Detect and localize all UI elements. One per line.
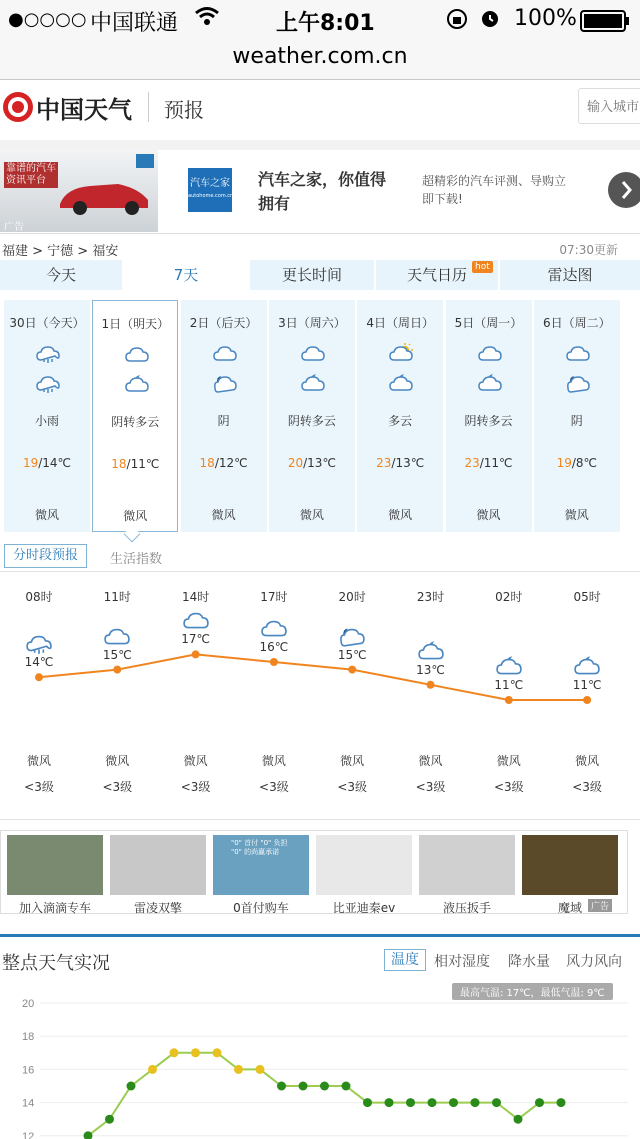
- logo-icon[interactable]: [2, 88, 34, 126]
- hour-column: [4, 572, 74, 812]
- hour-wind-level: <3级: [337, 780, 368, 794]
- series-line: [88, 1053, 561, 1136]
- autohome-logo: [188, 168, 232, 212]
- day-card[interactable]: [534, 300, 620, 532]
- hour-time: 02时: [495, 590, 523, 604]
- hour-wind: 微风: [575, 754, 600, 768]
- hour-time: 08时: [25, 590, 53, 604]
- day-high-temp: 19: [22, 456, 39, 470]
- day-low-temp: /11℃: [126, 457, 160, 471]
- data-point[interactable]: [234, 1065, 243, 1074]
- data-point[interactable]: [256, 1065, 265, 1074]
- obs-tab-wind[interactable]: 风力风向: [566, 954, 622, 970]
- ad-item[interactable]: [213, 835, 309, 913]
- ad-image: [110, 835, 206, 895]
- hour-column: [552, 572, 622, 812]
- alarm-icon: [479, 7, 501, 35]
- ad-item[interactable]: [316, 835, 412, 913]
- ads-row: [0, 830, 628, 914]
- day-high-temp: 23: [376, 456, 392, 470]
- ad-image: [522, 835, 618, 895]
- hour-wind: 微风: [340, 754, 365, 768]
- ad-next-button[interactable]: [608, 172, 640, 208]
- day-date: 4日（周日）: [366, 316, 434, 330]
- ad-item[interactable]: [7, 835, 103, 913]
- obs-tab-temp[interactable]: 温度: [384, 949, 426, 971]
- day-temp: [446, 456, 532, 470]
- data-point[interactable]: [105, 1115, 114, 1124]
- y-tick-label: 16: [22, 1064, 35, 1077]
- hour-wind-level: <3级: [24, 780, 54, 794]
- y-tick-label: 20: [22, 998, 35, 1010]
- day-temp: [357, 456, 443, 470]
- tab-life-index[interactable]: 生活指数: [110, 552, 163, 567]
- day-weather: 阴: [217, 414, 230, 428]
- data-point[interactable]: [148, 1065, 157, 1074]
- day-date: 1日（明天）: [101, 317, 170, 331]
- hour-time: 20时: [338, 590, 366, 604]
- day-temp: [269, 456, 355, 470]
- hour-time: 05时: [573, 590, 601, 604]
- ad-left-text: 靠谱的汽车 资讯平台: [6, 163, 56, 186]
- day-temp: [93, 457, 177, 471]
- ad-caption: 雷凌双擎: [133, 901, 182, 915]
- day-card[interactable]: [181, 300, 267, 532]
- day-high-temp: 19: [556, 456, 572, 470]
- day-date: 6日（周二）: [542, 316, 611, 330]
- tab-longer[interactable]: 更长时间: [250, 260, 376, 290]
- detail-tabs: [0, 540, 640, 572]
- data-point[interactable]: [320, 1082, 329, 1091]
- hour-wind-level: <3级: [572, 780, 602, 794]
- hour-temp: 11℃: [494, 678, 524, 692]
- rain-icon: [35, 342, 61, 364]
- data-point[interactable]: [449, 1098, 458, 1107]
- data-point[interactable]: [471, 1098, 480, 1107]
- day-low-temp: /8℃: [571, 456, 598, 470]
- day-wind: 微风: [564, 508, 589, 522]
- tab-today[interactable]: 今天: [0, 260, 124, 290]
- city-search-input[interactable]: [578, 88, 640, 124]
- day-card[interactable]: [269, 300, 355, 532]
- ad-item[interactable]: [522, 835, 618, 913]
- cloudy-icon: [124, 343, 150, 365]
- day-low-temp: /12℃: [214, 456, 248, 470]
- day-high-temp: 23: [464, 456, 480, 470]
- seven-day-forecast: [0, 296, 640, 536]
- day-high-temp: 20: [287, 456, 304, 470]
- data-point[interactable]: [535, 1098, 544, 1107]
- clock: 上午8:01: [276, 11, 375, 36]
- data-point[interactable]: [406, 1098, 415, 1107]
- hour-temp: 14℃: [24, 655, 54, 670]
- page-section: 预报: [164, 98, 204, 122]
- day-date: 5日（周一）: [454, 316, 523, 330]
- chevron-right-icon: [608, 172, 640, 208]
- data-point[interactable]: [191, 1048, 200, 1057]
- rain-icon: [35, 372, 61, 394]
- cloudy-night-icon: [565, 372, 591, 394]
- day-wind: 微风: [123, 509, 148, 523]
- hour-wind: 微风: [261, 754, 286, 768]
- data-point[interactable]: [342, 1082, 351, 1091]
- partly-cloudy-night-icon: [496, 654, 522, 678]
- hour-wind: 微风: [183, 754, 208, 768]
- hour-wind: 微风: [105, 754, 130, 768]
- data-point[interactable]: [170, 1048, 179, 1057]
- hour-wind-level: <3级: [180, 780, 211, 794]
- day-wind: 微风: [299, 508, 324, 522]
- url-text: weather.com.cn: [232, 44, 408, 69]
- day-high-temp: 18: [111, 457, 127, 471]
- day-low-temp: /11℃: [479, 456, 513, 470]
- hour-wind: 微风: [26, 754, 51, 768]
- hour-wind-level: <3级: [259, 780, 289, 794]
- site-header: [0, 80, 640, 140]
- data-point[interactable]: [385, 1098, 394, 1107]
- hour-wind-level: <3级: [102, 780, 133, 794]
- hour-column: [239, 572, 309, 812]
- autohome-logo-sub: autohome.com.cn: [188, 193, 234, 199]
- day-temp: [534, 456, 620, 470]
- day-temp: [4, 456, 90, 470]
- logo-text[interactable]: 中国天气: [36, 95, 132, 124]
- hour-time: 11时: [103, 590, 131, 604]
- hour-temp: 15℃: [102, 647, 132, 662]
- hour-column: [474, 572, 544, 812]
- cloudy-icon: [212, 342, 238, 364]
- partly-cloudy-night-icon: [477, 372, 503, 394]
- observation-title: 整点天气实况: [2, 953, 110, 974]
- cloudy-icon: [104, 624, 130, 648]
- signal-strength: ●○○○○: [8, 9, 87, 30]
- day-weather: 阴转多云: [111, 415, 160, 429]
- ad-label: 广告: [588, 899, 612, 912]
- ad-image: [7, 835, 103, 895]
- hour-wind: 微风: [418, 754, 443, 768]
- ad-overlay-text: "0" 首付 "0" 负担 "0" 的尚赢承诺: [231, 839, 288, 856]
- ad-caption: 加入滴滴专车: [18, 901, 91, 915]
- cloudy-icon: [261, 616, 287, 640]
- data-point[interactable]: [428, 1098, 437, 1107]
- data-point[interactable]: [557, 1098, 566, 1107]
- day-high-temp: 18: [199, 456, 215, 470]
- hot-badge: hot: [472, 261, 493, 273]
- update-time: 07:30更新: [559, 243, 618, 257]
- url-bar[interactable]: [0, 42, 640, 80]
- breadcrumb: [0, 238, 640, 260]
- ad-label: 广告: [4, 222, 24, 233]
- cloudy-night-icon: [339, 624, 365, 648]
- tab-radar[interactable]: 雷达图: [547, 266, 593, 284]
- hour-temp: 11℃: [572, 678, 602, 692]
- day-card[interactable]: [92, 300, 178, 532]
- hourly-observation: [0, 934, 640, 1139]
- data-point[interactable]: [277, 1082, 286, 1091]
- day-date: 30日（今天）: [9, 316, 85, 330]
- day-wind: 微风: [34, 508, 59, 522]
- day-weather: 小雨: [34, 414, 59, 428]
- data-point[interactable]: [127, 1082, 136, 1091]
- tab-calendar-label: 天气日历: [406, 266, 467, 284]
- autohome-logo-text: 汽车之家: [190, 178, 230, 189]
- day-weather: 多云: [388, 414, 413, 428]
- tab-7day[interactable]: 7天: [124, 260, 250, 290]
- partly-cloudy-night-icon: [388, 372, 414, 394]
- day-wind: 微风: [388, 508, 413, 522]
- data-point[interactable]: [492, 1098, 501, 1107]
- forecast-tabs: [0, 260, 640, 290]
- status-bar: [0, 0, 640, 42]
- partly-cloudy-night-icon: [124, 373, 150, 395]
- partly-cloudy-night-icon: [418, 639, 444, 663]
- day-date: 2日（后天）: [189, 316, 258, 330]
- partly-sunny-icon: [388, 342, 414, 364]
- day-card[interactable]: [357, 300, 443, 532]
- battery-percent: 100%: [514, 6, 577, 31]
- obs-tab-humidity[interactable]: 相对湿度: [434, 954, 490, 970]
- data-point[interactable]: [363, 1098, 372, 1107]
- hour-time: 17时: [260, 590, 288, 604]
- battery-icon: [580, 10, 630, 38]
- hour-temp: 16℃: [259, 640, 289, 654]
- ad-banner[interactable]: [0, 150, 640, 234]
- ad-image: [419, 835, 515, 895]
- rotation-lock-icon: [446, 8, 468, 36]
- hour-wind: 微风: [496, 754, 521, 768]
- partly-cloudy-night-icon: [300, 372, 326, 394]
- hour-wind-level: <3级: [415, 780, 446, 794]
- divider: [148, 92, 149, 122]
- hour-temp: 13℃: [416, 662, 445, 677]
- ad-title: 汽车之家，你值得拥有: [258, 170, 387, 213]
- day-weather: 阴: [570, 414, 583, 428]
- ad-image: [316, 835, 412, 895]
- day-wind: 微风: [476, 508, 501, 522]
- ad-subtitle: 超精彩的汽车评测、导购立即下载!: [422, 174, 567, 206]
- hour-temp: 15℃: [337, 647, 367, 662]
- obs-tab-precip[interactable]: 降水量: [508, 954, 550, 970]
- day-card[interactable]: [446, 300, 532, 532]
- rain-icon: [26, 631, 52, 655]
- ad-item[interactable]: [110, 835, 206, 913]
- day-weather: 阴转多云: [464, 414, 513, 428]
- temperature-chart: [0, 993, 640, 1139]
- day-date: 3日（周六）: [278, 316, 346, 330]
- hour-time: 23时: [416, 590, 445, 604]
- cloudy-icon: [565, 342, 591, 364]
- day-wind: 微风: [211, 508, 236, 522]
- hour-column: [317, 572, 387, 812]
- wifi-icon: [194, 4, 220, 36]
- ad-caption: 比亚迪秦ev: [332, 901, 396, 915]
- hour-column: [161, 572, 231, 812]
- hourly-forecast: [0, 572, 640, 820]
- ad-caption: 液压扳手: [442, 901, 491, 915]
- day-low-temp: /14℃: [38, 456, 72, 470]
- small-logo-icon: [136, 154, 154, 168]
- cloudy-icon: [300, 342, 326, 364]
- y-tick-label: 12: [22, 1130, 35, 1139]
- day-temp: [181, 456, 267, 470]
- ad-item[interactable]: [419, 835, 515, 913]
- day-card[interactable]: [4, 300, 90, 532]
- day-low-temp: /13℃: [303, 456, 336, 470]
- partly-cloudy-night-icon: [574, 654, 600, 678]
- data-point[interactable]: [213, 1048, 222, 1057]
- data-point[interactable]: [299, 1082, 308, 1091]
- ad-caption: 0首付购车: [233, 901, 289, 915]
- ad-car-image: [0, 150, 158, 232]
- hour-wind-level: <3级: [493, 780, 524, 794]
- carrier: 中国联通: [90, 11, 179, 36]
- day-low-temp: /13℃: [391, 456, 425, 470]
- y-tick-label: 18: [22, 1031, 35, 1044]
- cloudy-night-icon: [212, 372, 238, 394]
- data-point[interactable]: [514, 1115, 523, 1124]
- hour-column: [82, 572, 152, 812]
- cloudy-icon: [477, 342, 503, 364]
- hour-temp: 17℃: [181, 632, 210, 647]
- breadcrumb-path[interactable]: 福建 > 宁德 > 福安: [2, 244, 119, 259]
- hour-time: 14时: [181, 590, 210, 604]
- y-tick-label: 14: [22, 1097, 35, 1110]
- hour-column: [396, 572, 466, 812]
- obs-summary: 最高气温: 17℃，最低气温: 9℃: [452, 983, 613, 1000]
- spacer: [0, 140, 640, 150]
- tab-hourly[interactable]: 分时段预报: [4, 544, 87, 568]
- day-weather: 阴转多云: [287, 414, 336, 428]
- ad-caption: 魔域: [557, 901, 582, 915]
- cloudy-icon: [183, 608, 209, 632]
